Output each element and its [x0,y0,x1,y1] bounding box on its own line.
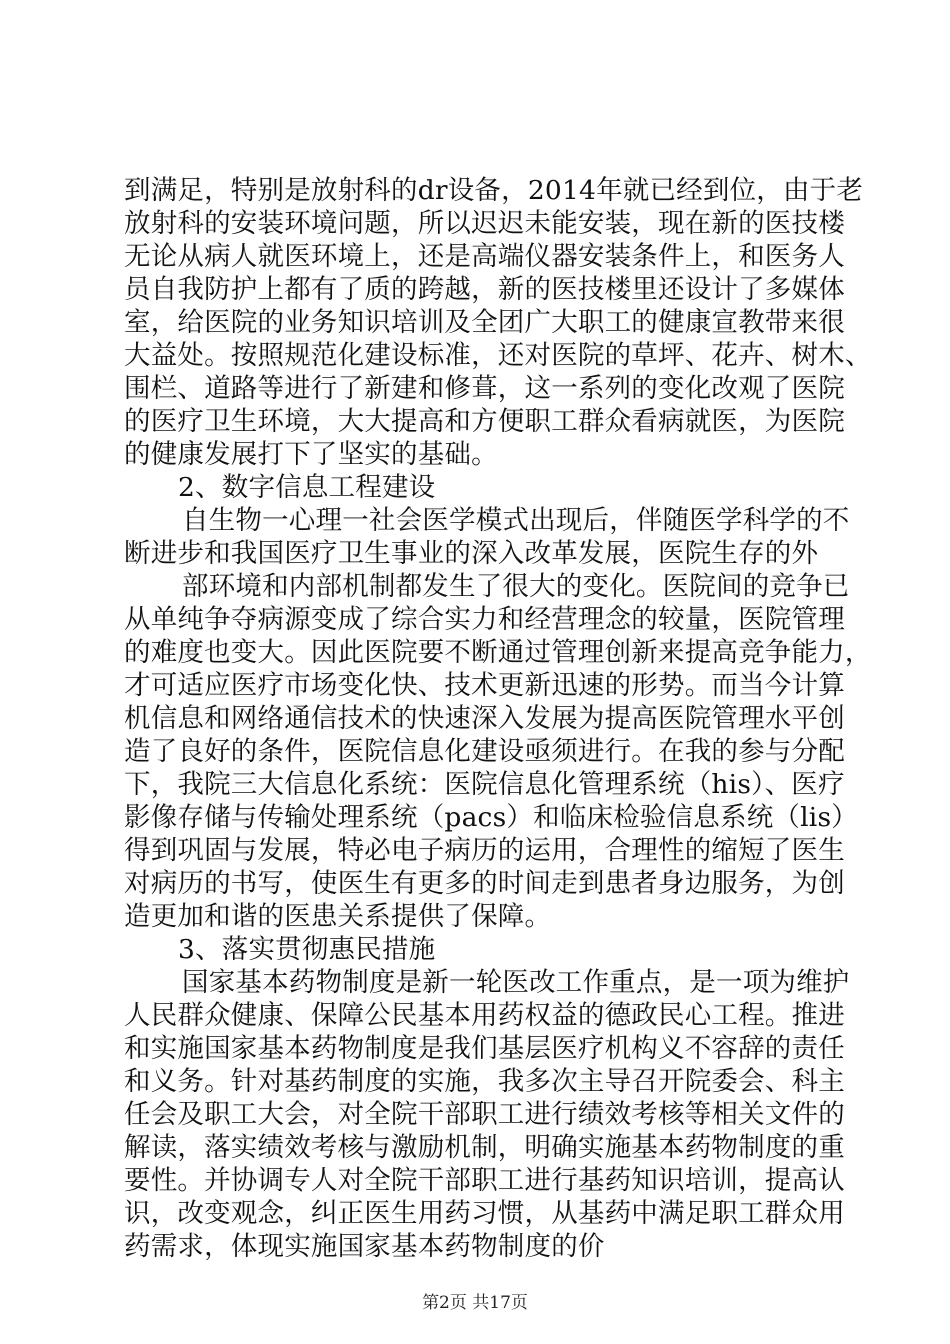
text-line: 的健康发展打下了坚实的基础。 [124,439,498,470]
section-heading: 3、落实贯彻惠民措施 [178,934,436,965]
text-line: 和义务。针对基药制度的实施，我多次主导召开院委会、科主 [124,1066,845,1097]
text-line: 从单纯争夺病源变成了综合实力和经营理念的较量，医院管理 [124,604,845,635]
text-line: 员自我防护上都有了质的跨越，新的医技楼里还设计了多媒体 [124,274,845,305]
text-line: 下，我院三大信息化系统：医院信息化管理系统（his）、医疗 [124,769,845,800]
text-line: 任会及职工大会，对全院干部职工进行绩效考核等相关文件的 [124,1099,845,1130]
text-line: 解读，落实绩效考核与激励机制，明确实施基本药物制度的重 [124,1132,845,1163]
text-line: 和实施国家基本药物制度是我们基层医疗机构义不容辞的责任 [124,1033,845,1064]
text-line: 影像存储与传输处理系统（pacs）和临床检验信息系统（lis） [124,802,858,833]
text-line: 识，改变观念，纠正医生用药习惯，从基药中满足职工群众用 [124,1198,845,1229]
text-line: 药需求，体现实施国家基本药物制度的价 [124,1231,605,1262]
text-line: 室，给医院的业务知识培训及全团广大职工的健康宣教带来很 [124,307,845,338]
text-line: 围栏、道路等进行了新建和修葺，这一系列的变化改观了医院 [124,373,845,404]
text-line: 才可适应医疗市场变化快、技术更新迅速的形势。而当今计算 [124,670,845,701]
text-line: 造了良好的条件，医院信息化建设亟须进行。在我的参与分配 [124,736,845,767]
text-line: 大益处。按照规范化建设标准，还对医院的草坪、花卉、树木、 [124,340,872,371]
text-line: 人民群众健康、保障公民基本用药权益的德政民心工程。推进 [124,1000,845,1031]
text-line: 机信息和网络通信技术的快速深入发展为提高医院管理水平创 [124,703,845,734]
text-line: 的医疗卫生环境，大大提高和方便职工群众看病就医，为医院 [124,406,845,437]
text-line: 得到巩固与发展，特必电子病历的运用，合理性的缩短了医生 [124,835,845,866]
text-line: 到满足，特别是放射科的dr设备，2014年就已经到位，由于老 [124,175,864,206]
page-number-footer: 第2页 共17页 [422,1293,528,1313]
text-line: 造更加和谐的医患关系提供了保障。 [124,901,552,932]
text-line: 国家基本药物制度是新一轮医改工作重点，是一项为维护 [182,967,850,998]
text-line: 自生物一心理一社会医学模式出现后，伴随医学科学的不 [182,505,850,536]
section-heading: 2、数字信息工程建设 [178,472,436,503]
text-line: 无论从病人就医环境上，还是高端仪器安装条件上，和医务人 [124,241,845,272]
text-line: 的难度也变大。因此医院要不断通过管理创新来提高竞争能力， [124,637,872,668]
text-line: 断进步和我国医疗卫生事业的深入改革发展，医院生存的外 [124,538,819,569]
text-line: 部环境和内部机制都发生了很大的变化。医院间的竞争已 [182,571,850,602]
text-line: 放射科的安装环境问题，所以迟迟未能安装，现在新的医技楼 [124,208,845,239]
text-line: 要性。并协调专人对全院干部职工进行基药知识培训，提高认 [124,1165,845,1196]
text-line: 对病历的书写，使医生有更多的时间走到患者身边服务，为创 [124,868,845,899]
